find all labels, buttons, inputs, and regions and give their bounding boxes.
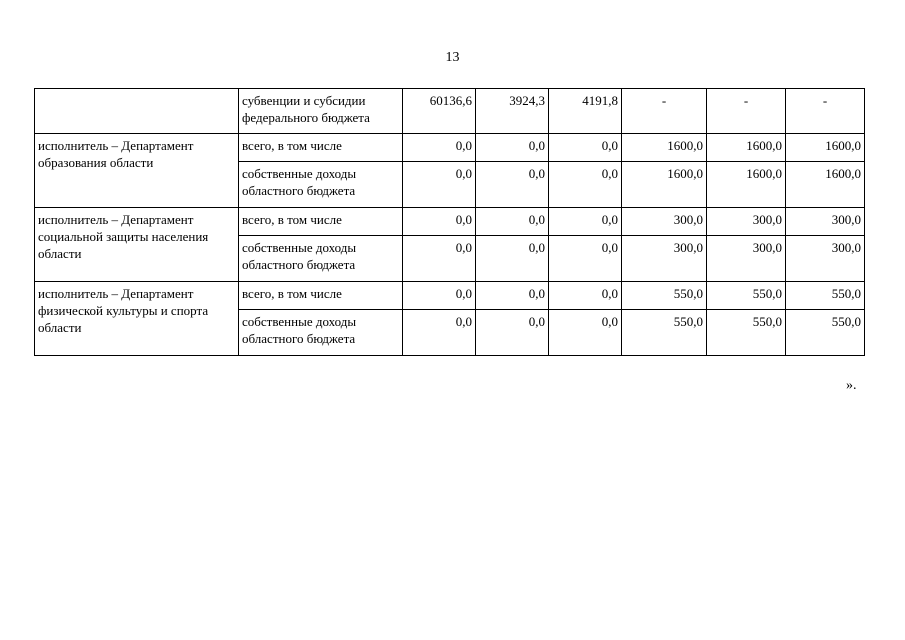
value-cell: 0,0 <box>476 208 549 236</box>
value-cell: 300,0 <box>622 236 707 282</box>
value-cell: 0,0 <box>403 162 476 208</box>
value-cell: 0,0 <box>476 236 549 282</box>
value-cell: 550,0 <box>622 310 707 356</box>
executor-cell: исполнитель – Департамент физической культуры и спорта области <box>35 282 239 356</box>
value-cell: 3924,3 <box>476 89 549 134</box>
table-row <box>35 208 865 236</box>
executor-cell: исполнитель – Департамент социальной защиты населения области <box>35 208 239 282</box>
value-cell: 300,0 <box>786 236 865 282</box>
value-cell: - <box>707 89 786 134</box>
value-cell: 0,0 <box>476 282 549 310</box>
value-cell: 550,0 <box>786 282 865 310</box>
value-cell: 550,0 <box>707 310 786 356</box>
value-cell: 0,0 <box>403 310 476 356</box>
closing-quote: ». <box>846 378 857 393</box>
value-cell: 0,0 <box>549 162 622 208</box>
financing-type-cell: субвенции и субсидии федерального бюджета <box>239 89 403 134</box>
value-cell: 1600,0 <box>786 134 865 162</box>
table-row <box>35 134 865 162</box>
budget-table <box>34 88 865 356</box>
executor-cell <box>35 89 239 134</box>
financing-type-cell: всего, в том числе <box>239 208 403 236</box>
value-cell: 550,0 <box>707 282 786 310</box>
value-cell: 0,0 <box>549 236 622 282</box>
value-cell: 0,0 <box>476 134 549 162</box>
financing-type-cell: собственные доходы областного бюджета <box>239 162 403 208</box>
value-cell: - <box>786 89 865 134</box>
value-cell: 0,0 <box>403 208 476 236</box>
table-row <box>35 89 865 134</box>
financing-type-cell: всего, в том числе <box>239 134 403 162</box>
value-cell: 0,0 <box>403 236 476 282</box>
value-cell: - <box>622 89 707 134</box>
value-cell: 0,0 <box>403 134 476 162</box>
value-cell: 0,0 <box>476 310 549 356</box>
value-cell: 300,0 <box>622 208 707 236</box>
value-cell: 300,0 <box>707 208 786 236</box>
value-cell: 1600,0 <box>622 134 707 162</box>
value-cell: 1600,0 <box>707 162 786 208</box>
value-cell: 0,0 <box>549 282 622 310</box>
value-cell: 1600,0 <box>707 134 786 162</box>
value-cell: 0,0 <box>549 208 622 236</box>
value-cell: 4191,8 <box>549 89 622 134</box>
financing-type-cell: собственные доходы областного бюджета <box>239 236 403 282</box>
financing-type-cell: собственные доходы областного бюджета <box>239 310 403 356</box>
value-cell: 1600,0 <box>786 162 865 208</box>
value-cell: 550,0 <box>786 310 865 356</box>
value-cell: 550,0 <box>622 282 707 310</box>
value-cell: 60136,6 <box>403 89 476 134</box>
value-cell: 0,0 <box>549 310 622 356</box>
financing-type-cell: всего, в том числе <box>239 282 403 310</box>
value-cell: 0,0 <box>476 162 549 208</box>
page-number: 13 <box>445 50 460 65</box>
value-cell: 300,0 <box>707 236 786 282</box>
value-cell: 0,0 <box>549 134 622 162</box>
value-cell: 300,0 <box>786 208 865 236</box>
value-cell: 0,0 <box>403 282 476 310</box>
executor-cell: исполнитель – Департамент образования области <box>35 134 239 208</box>
table-row <box>35 282 865 310</box>
value-cell: 1600,0 <box>622 162 707 208</box>
